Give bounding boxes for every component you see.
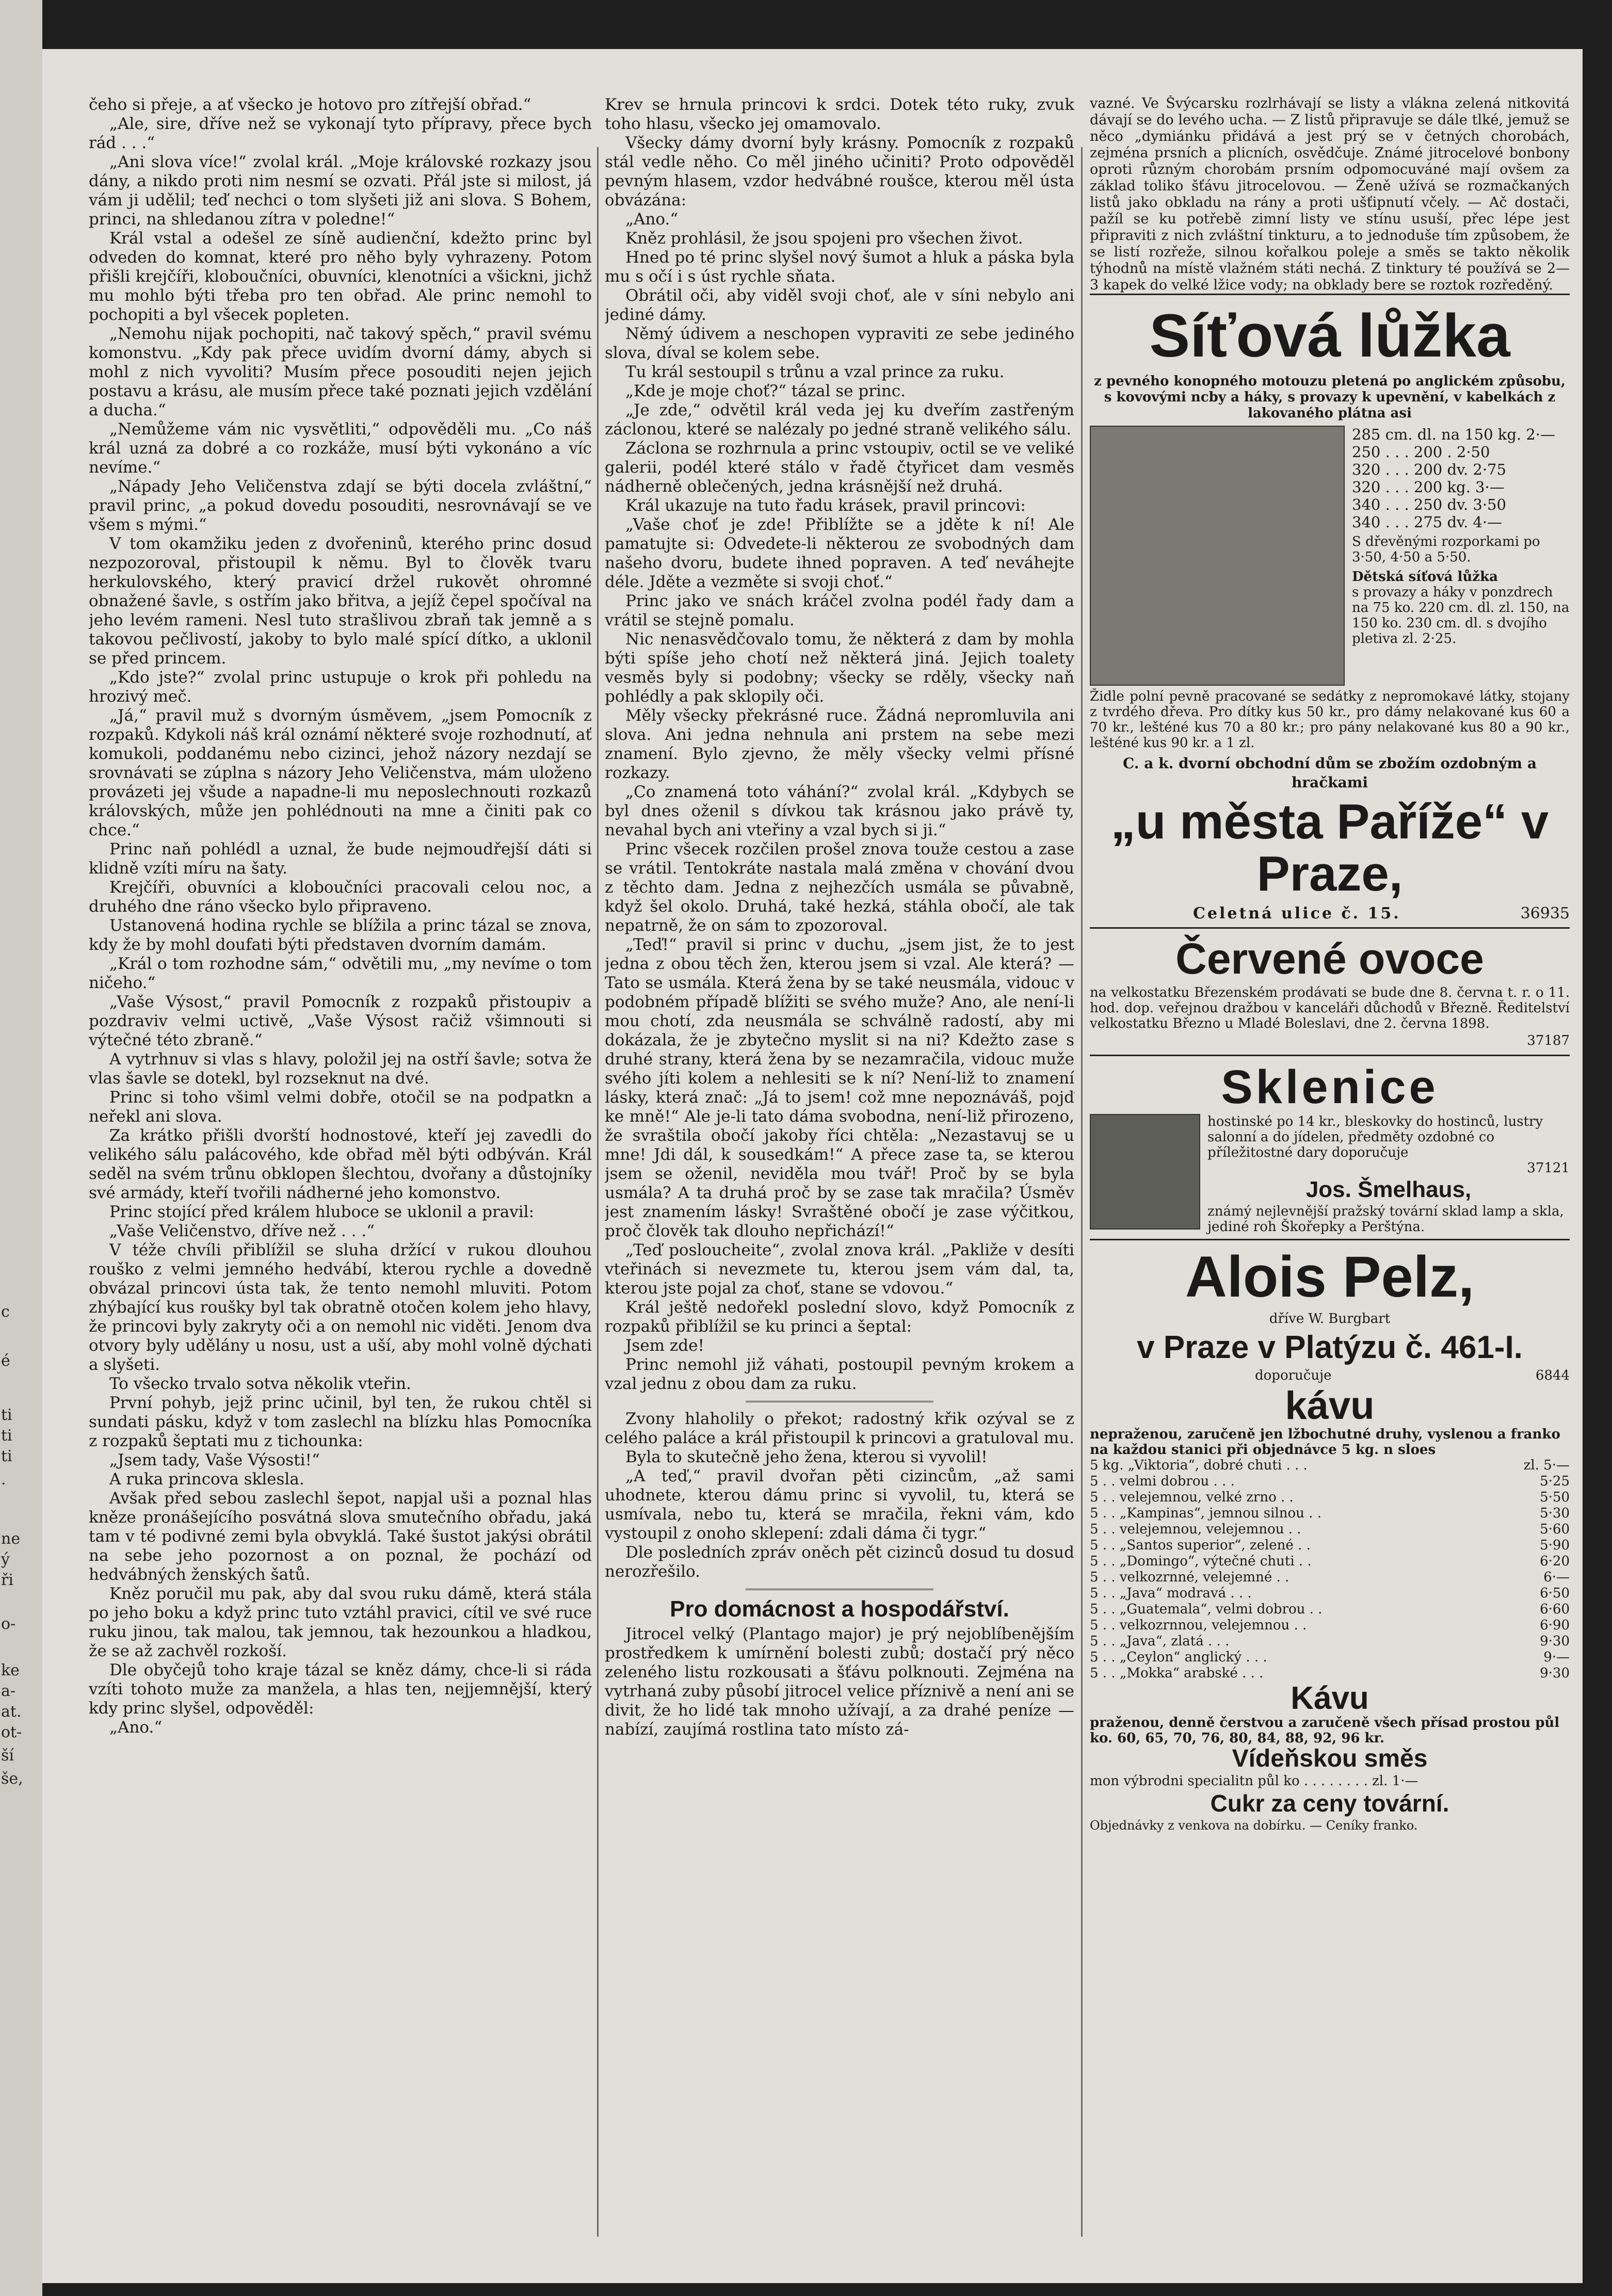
ad-text: s provazy a háky v ponzdrech na 75 ko. 220 cm. dl. zl. 150, na 150 ko. 230 cm. dl. s dvojího pletiva zl. 2·25. (1352, 584, 1570, 646)
paragraph: „Ani slova více!“ zvolal král. „Moje královské rozkazy jsou dány, a nikdo proti nim nesmí se ozvati. Přál jste si milost, já vám ji udělil; teď nechci o tom slyšeti již ani slova. S Bohem, princi, na shledanou zítra v poledne!“ (89, 153, 592, 229)
ad-text: doporučuje (1255, 1368, 1332, 1384)
paragraph: Hned po té princ slyšel nový šumot a hluk a páska byla mu s očí i s úst rychle sňata. (605, 248, 1074, 286)
column-rule (597, 147, 599, 2237)
paragraph: Dle posledních zpráv oněch pět cizinců dosud tu dosud nerozřešilo. (605, 1543, 1074, 1581)
story-column-2 (605, 95, 1074, 2273)
section-heading: Pro domácnost a hospodářství. (670, 1596, 1009, 1622)
gutter-fragment: ke (1, 1661, 20, 1679)
paragraph: vazné. Ve Švýcarsku rozlrhávají se listy a vlákna zelená nitkovitá dávají se do levého ucha. — Z listů připravuje se dále tlké, jemuž se něco „dymiánku přidává a jest prý se v četných chorobách, zejména prsních a plicních, osvědčuje. Známé jitrocelové bonbony oproti různým chorobám prsním odpomocuváné mají ovšem za základ toliko šťávu jitrocelovou. — Ženě užívá se rozmačkaných listů jako obkladu na rány a proti ušťipnutí včely. — Ač dostači, pažíl se ku potřebě zimní listy ve stínu usuší, přec lépe jest připraviti z nich zvláštní tinkturu, a to jednoduše tím způsobem, že se listí rozřeže, silnou kořalkou poleje a směs se takto několik týhodnů na místě vlažném státi nechá. Z tinktury té používá se 2—3 kapek do velké lžice vody; na obklady bere se roztok rozředěný. (1090, 95, 1570, 293)
ad-coffee (1090, 1239, 1570, 1839)
gutter-fragment: a- (1, 1682, 16, 1700)
ad-red-fruit (1090, 927, 1570, 1054)
hammock-illustration (1090, 426, 1345, 686)
paragraph: „Nemohu nijak pochopiti, nač takový spěch,“ pravil svému komonstvu. „Kdy pak přece uvidím dvorní dámy, abych si mohl z nich vyvoliti? Musím přece posouditi nejen jejich postavu a krásu, ale musím přece také poznati jejich vzdělání a ducha.“ (89, 325, 592, 419)
gutter-fragment: o- (1, 1615, 16, 1633)
paragraph: „Kdo jste?“ zvolal princ ustupuje o krok při pohledu na hrozivý meč. (89, 668, 592, 706)
ad-text: známý nejlevnější pražský tovární sklad lamp a skla, jediné roh Škořepky a Perštýna. (1207, 1204, 1564, 1235)
ad-product: Vídeňskou směs (1232, 1745, 1428, 1773)
paragraph: Princ si toho všiml velmi dobře, otočil se na podpatkn a neřekl ani slova. (89, 1088, 592, 1126)
price-row: 5 . . velejemnou, velké zrno . . 5·50 (1090, 1489, 1570, 1505)
price-row: 250 . . . 200 . 2·50 (1352, 443, 1490, 461)
paragraph: „Nemůžeme vám nic vysvětliti,“ odpověděli mu. „Co náš král uzná za dobré a co rozkáže, musí býti vykonáno a víc nevíme.“ (89, 420, 592, 477)
ad-glassware (1090, 1055, 1570, 1239)
ad-street: Celetná ulice č. 15. (1193, 904, 1401, 923)
section-divider (746, 1401, 933, 1402)
ad-merchant: Jos. Šmelhaus, (1305, 1177, 1472, 1203)
paragraph: Kněz prohlásil, že jsou spojeni pro všechen život. (625, 229, 1023, 248)
paragraph: Princ nemohl již váhati, postoupil pevným krokem a vzal jednu z obou dam za ruku. (605, 1355, 1074, 1393)
paragraph: Nic nenasvědčovalo tomu, že některá z dam by mohla býti spíše jeho chotí než některá jiná. Jejich toalety vesměs byly si podobny; všecky se rděly, všecky naň pohlédly a pak sklopily oči. (605, 630, 1074, 706)
paragraph: „Ano.“ (625, 210, 679, 229)
ad-text: nepraženou, zaručeně jen lžbochutné druhy, vyslenou a franko na každou stanici při objednávce 5 kg. n sloes (1090, 1426, 1560, 1458)
section-divider (746, 1589, 933, 1590)
paragraph: V téže chvíli přiblížil se sluha držící v rukou dlouhou rouško z velmi jemného hedvábí, kterou rychle a dovedně obvázal princovi ústa tak, že tento nemohl mluviti. Potom zhýbající kus roušky byl tak obratně otočen kolem jeho hlavy, že princovi byly zakryty oči a on nemohl nic viděti. Jenom dva otvory byly udělány u nosu, ust a uší, aby mohl volně dýchati a slyšeti. (89, 1241, 592, 1374)
paragraph: Měly všecky překrásné ruce. Žádná nepromluvila ani slova. Ani jedna nehnula ani prstem na sebe mezi znamení. Bylo zjevno, že měly všecky velmi přísné rozkazy. (605, 706, 1074, 782)
paragraph: Za krátko přišli dvorští hodnostové, kteří jej zavedli do velikého sálu palácového, kde obřad měl býti odbýván. Král seděl na svém trůnu obklopen šlechtou, dvořany a důstojníky své armády, kteří tvořili nádherné jeho komonstvo. (89, 1126, 592, 1202)
paragraph: „A teď,“ pravil dvořan pěti cizincům, „až sami uhodnete, kterou dámu princ si vyvolil, tu, která se usmívala, nebo tu, která se mračila, řekni vám, kdo vystoupil z onoho sklepení: zdali dáma či tygr.“ (605, 1467, 1074, 1543)
paragraph: „Vaše Výsost,“ pravil Pomocník z rozpaků přistoupiv a pozdraviv velmi uctivě, „Vaše Výsost račiž všimnouti si výtečné této zbraně.“ (89, 993, 592, 1049)
price-row: 5 . . velkozrnné, velejemné . . 6·— (1090, 1569, 1570, 1585)
column-rule (1081, 147, 1083, 2237)
paragraph: „Já,“ pravil muž s dvorným úsměvem, „jsem Pomocník z rozpaků. Kdykoli náš král oznámí některé svoje rozhodnutí, ať komukoli, poddanému nebo cizinci, jehož názory nezdají se srovnávati se zúplna s názory Jeho Veličenstva, mám uloženo provázeti jej všude a napadne-li mu neposlechnouti rozkazů královských, může jen pohlédnouti na mne a činiti pak co chce.“ (89, 706, 592, 839)
paragraph: „Král o tom rozhodne sám,“ odvětili mu, „my nevíme o tom ničeho.“ (89, 955, 592, 992)
gutter-fragment: é (1, 1352, 10, 1370)
paragraph: Zvony hlaholily o překot; radostný křik ozýval se z celého paláce a král přistoupil k princovi a gratuloval mu. (605, 1410, 1074, 1447)
price-row: 5 . . „Domingo“, výtečné chuti . . 6·20 (1090, 1553, 1570, 1569)
paragraph: „Vaše choť je zde! Přiblížte se a jděte k ní! Ale pamatujte si: Odvedete-li některou ze svobodných dam našeho dvoru, budete ihned popraven. A teď neváhejte déle. Jděte a vezměte si svoji choť.“ (605, 515, 1074, 591)
paragraph: Král ještě nedořekl poslední slovo, když Pomocník z rozpaků přiblížil se ku princi a šeptal: (605, 1298, 1074, 1336)
paragraph: Obrátil oči, aby viděl svoji choť, ale v síni nebylo ani jediné dámy. (605, 286, 1074, 324)
paragraph: Král vstal a odešel ze síně audienční, kdežto princ byl odveden do komnat, které pro něho byly vyhrazeny. Potom přišli krejčíři, kloboučníci, obuvníci, klenotníci a všickni, jichž mu mohlo býti třeba pro ten obřad. Ale princ nemohl to pochopiti a byl všecek popleten. (89, 229, 592, 324)
ad-text: hostinské po 14 kr., bleskovky do hostinců, lustry salonní a do jídelen, předměty ozdobné co příležitostné dary doporučuje (1207, 1114, 1543, 1161)
price-row: 320 . . . 200 kg. 3·— (1352, 478, 1505, 496)
paragraph: Princ jako ve snách kráčel zvolna podél řady dam a vrátil se stejně pomalu. (605, 592, 1074, 629)
gutter-fragment: ší (1, 1747, 14, 1765)
ad-text: dříve W. Burgbart (1269, 1311, 1391, 1327)
paragraph: Byla to skutečně jeho žena, kterou si vyvolil! (625, 1448, 988, 1466)
price-row: 5 . . velejemnou, velejemnou . . 5·60 (1090, 1521, 1570, 1537)
gutter-fragment: ti (1, 1447, 12, 1465)
paragraph: Princ všecek rozčilen prošel znova touže cestou a zase se vrátil. Tentokráte nastala malá změna v chování dvou z těchto dam. Jedna z nejhezčích usmála se půvabně, když šel okolo. Druhá, také hezká, stáhla obočí, ale tak nepatrně, že on sám to zpozoroval. (605, 840, 1074, 935)
beer-mug-illustration (1090, 1114, 1200, 1230)
paragraph: čeho si přeje, a ať všecko je hotovo pro zítřejší obřad.“ (89, 95, 531, 114)
gutter-fragment: ot- (1, 1723, 22, 1741)
price-row: 5 . . „Mokka“ arabské . . . 9·30 (1090, 1665, 1570, 1681)
paragraph: Princ stojící před králem hluboce se uklonil a pravil: (109, 1203, 535, 1221)
price-row: 340 . . . 275 dv. 4·— (1352, 513, 1503, 531)
price-row: 285 cm. dl. na 150 kg. 2·— (1352, 425, 1556, 443)
gutter-fragment: še, (1, 1770, 23, 1788)
gutter-fragment: ti (1, 1427, 12, 1445)
paragraph: Tu král sestoupil s trůnu a vzal prince za ruku. (625, 363, 1005, 381)
paragraph: „Co znamená toto váhání?“ zvolal král. „Kdybych se byl dnes oženil s dívkou tak krásnou jako právě ty, nevahal bych ani vteřiny a vzal bych si ji.“ (605, 783, 1074, 839)
paragraph: Král ukazuje na tuto řadu krásek, pravil princovi: (625, 496, 1026, 515)
ad-number: 36935 (1520, 904, 1570, 923)
newspaper-page (42, 49, 1583, 2283)
ad-product: kávu (1285, 1384, 1375, 1428)
price-row: 5 . . „Java“, zlatá . . . 9·30 (1090, 1633, 1570, 1649)
gutter-fragment: ne (1, 1530, 21, 1548)
ad-title: Síťová lůžka (1149, 302, 1510, 370)
ad-text: S dřevěnými rozporkami po 3·50, 4·50 a 5·50. (1352, 533, 1540, 565)
paragraph: „Teď posloucheite“, zvolal znova král. „Pakliže v desíti vteřinách si nevezmete tu, kterou jsem vám dal, ta, kterou jste pojal za choť, stane se vdovou.“ (605, 1241, 1074, 1298)
paragraph: Ustanovená hodina rychle se blížila a princ tázal se znova, kdy že by mohl doufati býti představen dvorním damám. (89, 916, 592, 954)
ad-number: 37121 (1527, 1160, 1570, 1176)
price-row: 320 . . . 200 dv. 2·75 (1352, 460, 1506, 478)
paragraph: A ruka princova sklesla. (109, 1470, 304, 1489)
paragraph: V tom okamžiku jeden z dvořeninů, kterého princ dosud nezpozoroval, přistoupil k němu. Byl to člověk tvaru herkulovského, který pravicí držel rukovět ohromné obnažené šavle, s ostřím jako břitva, a jejíž čepel spočíval na jeho levém rameni. Nesl tuto strašlivou zbraň tak jemně a s takovou pečlivostí, jakoby to bylo malé spící dítko, a uklonil se před princem. (89, 535, 592, 668)
ad-text: praženou, denně čerstvou a zaručeně všech přísad prostou půl ko. 60, 65, 70, 76, 80, 84, 88, 92, 96 kr. (1090, 1715, 1560, 1747)
paragraph: Kněz poručil mu pak, aby dal svou ruku dámě, která stála po jeho boku a když princ tuto vztáhl pravici, cítil ve své ruce ruku jinou, tak malou, tak jemnou, tak hezounkou a hladkou, že se až zachvěl rozkoší. (89, 1584, 592, 1660)
ads-column (1090, 95, 1570, 2273)
ad-title: Alois Pelz, (1185, 1244, 1475, 1309)
ad-number: 6844 (1535, 1368, 1570, 1384)
paragraph: To všecko trvalo sotva několik vteřin. (109, 1375, 411, 1393)
paragraph: „Jsem tady, Vaše Výsosti!“ (109, 1451, 320, 1469)
coffee-price-list (1090, 1458, 1570, 1681)
ad-title: Sklenice (1221, 1060, 1439, 1113)
paragraph: „Ale, sire, dříve než se vykonají tyto přípravy, přece bych rád . . .“ (89, 115, 592, 152)
paragraph: Jitrocel velký (Plantago major) je prý nejoblíbenějším prostředkem k umírnění bolesti zubů; dostačí prý něco zeleného listu rozkousati a šťávu polknouti. Zejména na vytrhaná zuby působí jitrocel velice příznivě a není ani se divit, že ho lidé tak mnoho užívají, a za drahé peníze — nabízí, zaujímá rostlina tato místo zá- (605, 1625, 1074, 1739)
gutter-fragment: ři (1, 1571, 13, 1589)
price-row: 5 . . „Santos superior“, zelené . . 5·90 (1090, 1537, 1570, 1553)
paragraph: Jsem zde! (625, 1336, 704, 1355)
paragraph: „Teď!“ pravil si princ v duchu, „jsem jist, že to jest jedna z obou těch žen, kterou jsem si vzal. Ale která? — Tato se usmála. Která žena by se také neusmála, vidouc v podobném případě blížiti se svého muže? Ano, ale není-li mou chotí, zda neusmála se schválně radostí, aby mi dokázala, že je zbytečno myslit si na ni? Kdežto zase s druhé strany, která žena by se nezamračila, vidouc muže svého jíti kolem a nehlesiti se k ní? Není-liž to znamení lásky, která znač: „Já to jsem! což mne nepoznáváš, pojď ke mně!“ Ale je-li tato dáma svobodna, není-liž přirozeno, že svraštila obočí jakoby říci chtěla: „Nezastavuj se u mne! Jdi dál, k sousedkám!“ A přece zase ta, se kterou jsem se oženil, neviděla mou tvář! Proč by se byla usmála? A ta druhá proč by se zase tak mračila? Úsměv jest znamením lásky! Svraštěné obočí je zase výčitkou, proč člověk tak dlouho nepřichází!“ (605, 935, 1074, 1240)
gutter-fragment: at. (1, 1703, 22, 1721)
price-row: 5 . . „Guatemala“, velmi dobrou . . 6·60 (1090, 1601, 1570, 1617)
gutter-fragment: . (1, 1470, 6, 1489)
ad-hammocks (1090, 294, 1570, 927)
ad-text: Židle polní pevně pracované se sedátky z nepromokavé látky, stojany z tvrdého dřeva. Pro dítky kus 50 kr., pro dámy nelakované kus 60 a 70 kr., lešténé kus 70 a 80 kr.; pro pány nelakované kus 80 a 90 kr., lešténé kus 90 kr. a 1 zl. (1090, 688, 1570, 751)
paragraph: Všecky dámy dvorní byly krásny. Pomocník z rozpaků stál vedle něho. Co měl jiného učiniti? Proto odpověděl pevným hlasem, vzdor hedvábné roušce, kterou měl ústa obvázána: (605, 134, 1074, 209)
ad-text: na velkostatku Březenském prodávati se bude dne 8. června t. r. o 11. hod. dop. veřejnou dražbou v kanceláři důchodů v Březně. Ředitelství velkostatku Březno u Mladé Boleslavi, dne 2. června 1898. (1090, 984, 1570, 1031)
paragraph: První pohyb, jejž princ učinil, byl ten, že rukou chtěl si sundati pásku, když v tom zaslechl na blízku hlas Pomocníka z rozpaků šeptati mu z tichounka: (89, 1394, 592, 1450)
paragraph: Princ naň pohlédl a uznal, že bude nejmoudřejší dáti si klidně vzíti míru na šaty. (89, 840, 592, 878)
price-row: 5 . . „Ceylon“ anglický . . . 9·— (1090, 1649, 1570, 1665)
paragraph: „Vaše Veličenstvo, dříve než . . .“ (109, 1222, 375, 1240)
ad-product: Kávu (1291, 1680, 1369, 1716)
price-row: 5 . . velmi dobrou . . . 5·25 (1090, 1473, 1570, 1489)
ad-title: Červené ovoce (1175, 934, 1484, 983)
gutter-fragment: ti (1, 1406, 12, 1424)
ad-number: 37187 (1527, 1032, 1570, 1048)
paragraph: Krev se hrnula princovi k srdci. Dotek této ruky, zvuk toho hlasu, všecko jej omamovalo. (605, 95, 1074, 133)
ad-text: mon výbrodni specialitn půl ko . . . . . . . . zl. 1·— (1090, 1773, 1418, 1789)
price-list (1352, 426, 1570, 531)
price-row: 5 . . „Java“ modravá . . . 6·50 (1090, 1585, 1570, 1601)
adjacent-page-margin (0, 0, 42, 2296)
paragraph: Avšak před sebou zaslechl šepot, napjal uši a poznal hlas kněze pronášejícího posvátná slova smutečního obřadu, jaká tam v té podivné zemi byla obvyklá. Také šustot jakýsi obrátil na sebe jeho pozornost a on poznal, že pochází od hedvábných ženských šatů. (89, 1489, 592, 1584)
paragraph: Dle obyčejů toho kraje tázal se kněz dámy, chce-li si ráda vzíti tohoto muže za manžela, a hlas ten, nejjemnější, který kdy princ slyšel, odpověděl: (89, 1661, 592, 1718)
ad-product: Cukr za ceny tovární. (1210, 1790, 1449, 1817)
price-row: 5 . . velkozrnnou, velejemnou . . 6·90 (1090, 1617, 1570, 1633)
ad-text: Objednávky z venkova na dobírku. — Ceníky franko. (1090, 1818, 1418, 1833)
ad-store-name: „u města Paříže“ v Praze, (1110, 794, 1549, 901)
gutter-fragment: c (1, 1303, 10, 1321)
price-row: 5 . . „Kampinas“, jemnou silnou . . 5·30 (1090, 1505, 1570, 1521)
ad-subtitle: Dětská síťová lůžka (1352, 569, 1498, 585)
ad-address: v Praze v Platýzu č. 461-I. (1137, 1330, 1523, 1366)
paragraph: „Nápady Jeho Veličenstva zdají se býti docela zvláštní,“ pravil princ, „a pokud dovedu posouditi, nesrovnávají se ve všem s mými.“ (89, 477, 592, 534)
gutter-fragment: ý (1, 1550, 10, 1569)
paragraph: „Je zde,“ odvětil král veda jej ku dveřím zastřeným záclonou, které se nalézaly po jedné straně velikého sálu. (605, 401, 1074, 439)
price-row: 340 . . . 250 dv. 3·50 (1352, 495, 1506, 513)
story-column-1 (89, 95, 592, 2273)
paragraph: „Kde je moje choť?“ tázal se princ. (625, 382, 906, 400)
paragraph: Němý údivem a neschopen vypraviti ze sebe jediného slova, díval se kolem sebe. (605, 325, 1074, 362)
price-row: 5 kg. „Viktoria“, dobré chuti . . . zl. 5·— (1090, 1457, 1570, 1473)
paragraph: Krejčíři, obuvníci a kloboučníci pracovali celou noc, a druhého dne ráno všecko bylo připraveno. (89, 878, 592, 916)
ad-firm: C. a k. dvorní obchodní dům se zbožím ozdobným a hračkami (1122, 754, 1537, 791)
paragraph: Záclona se rozhrnula a princ vstoupiv, octil se ve veliké galerii, podél které stálo v řadě čtyřicet dam vesměs nádherně oblečených, jedna krásnější než druhá. (605, 439, 1074, 496)
paragraph: „Ano.“ (109, 1718, 163, 1737)
paragraph: A vytrhnuv si vlas s hlavy, položil jej na ostří šavle; sotva že vlas šavle se dotekl, byl rozseknut na dvé. (89, 1050, 592, 1088)
ad-text: z pevného konopného motouzu pletená po anglickém způsobu, s kovovými ncby a háky, s provazy k upevnění, v kabelkách z lakovaného plátna asi (1094, 373, 1566, 421)
